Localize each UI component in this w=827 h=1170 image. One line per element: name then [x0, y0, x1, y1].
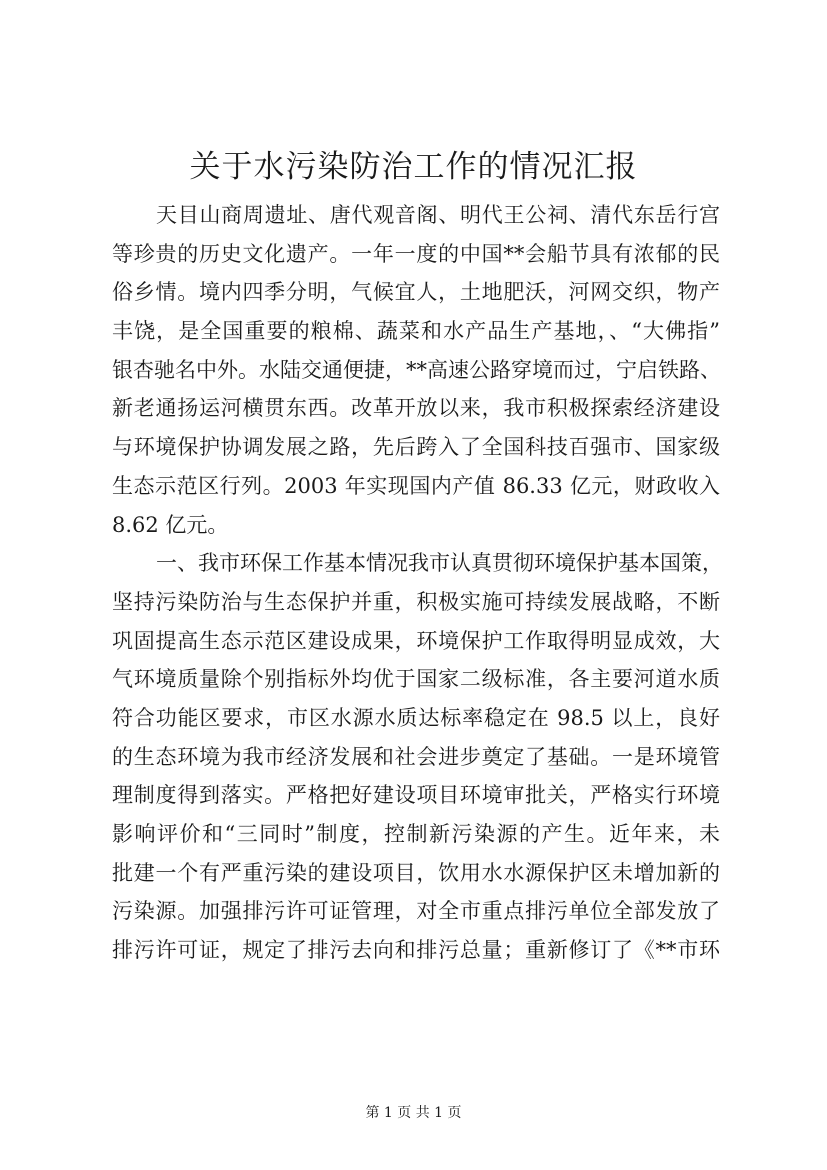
text-line: 俗乡情。境内四季分明，气候宜人，土地肥沃，河网交织，物产: [112, 280, 720, 305]
text-line: 理制度得到落实。严格把好建设项目环境审批关，严格实行环境: [112, 783, 720, 808]
text-line: 的生态环境为我市经济发展和社会进步奠定了基础。一是环境管: [112, 744, 720, 769]
text-line: 符合功能区要求，市区水源水质达标率稳定在 98.5 以上，良好: [112, 705, 720, 730]
paragraph-1: [112, 196, 720, 544]
text-line: 巩固提高生态示范区建设成果，环境保护工作取得明显成效，大: [112, 628, 720, 653]
text-line: 坚持污染防治与生态保护并重，积极实施可持续发展战略，不断: [112, 589, 720, 614]
text-line: 污染源。加强排污许可证管理，对全市重点排污单位全部发放了: [112, 899, 720, 924]
text-line: 新老通扬运河横贯东西。改革开放以来，我市积极探索经济建设: [112, 396, 720, 421]
document-title: 关于水污染防治工作的情况汇报: [189, 149, 638, 185]
text-line: 与环境保护协调发展之路，先后跨入了全国科技百强市、国家级: [112, 435, 720, 460]
paragraph-2: [112, 544, 723, 970]
text-line: 批建一个有严重污染的建设项目，饮用水水源保护区未增加新的: [112, 860, 720, 885]
page-footer: 第 1 页 共 1 页: [365, 1105, 462, 1121]
text-line: 排污许可证，规定了排污去向和排污总量；重新修订了《**市环: [112, 938, 720, 963]
text-line: 气环境质量除个别指标外均优于国家二级标准，各主要河道水质: [112, 667, 720, 692]
text-line: 8.62 亿元。: [112, 512, 229, 537]
text-line: 影响评价和“三同时”制度，控制新污染源的产生。近年来，未: [112, 822, 720, 846]
text-line: 银杏驰名中外。水陆交通便捷，**高速公路穿境而过，宁启铁路、: [112, 357, 721, 382]
text-line: 生态示范区行列。2003 年实现国内产值 86.33 亿元，财政收入: [112, 473, 720, 498]
text-line: 天目山商周遗址、唐代观音阁、明代王公祠、清代东岳行宫: [156, 203, 720, 227]
text-line: 等珍贵的历史文化遗产。一年一度的中国**会船节具有浓郁的民: [112, 241, 720, 266]
text-line: 一、我市环保工作基本情况我市认真贯彻环境保护基本国策，: [156, 551, 723, 576]
document-body: [112, 196, 723, 970]
text-line: 丰饶，是全国重要的粮棉、蔬菜和水产品生产基地，、“大佛指”: [112, 319, 720, 344]
